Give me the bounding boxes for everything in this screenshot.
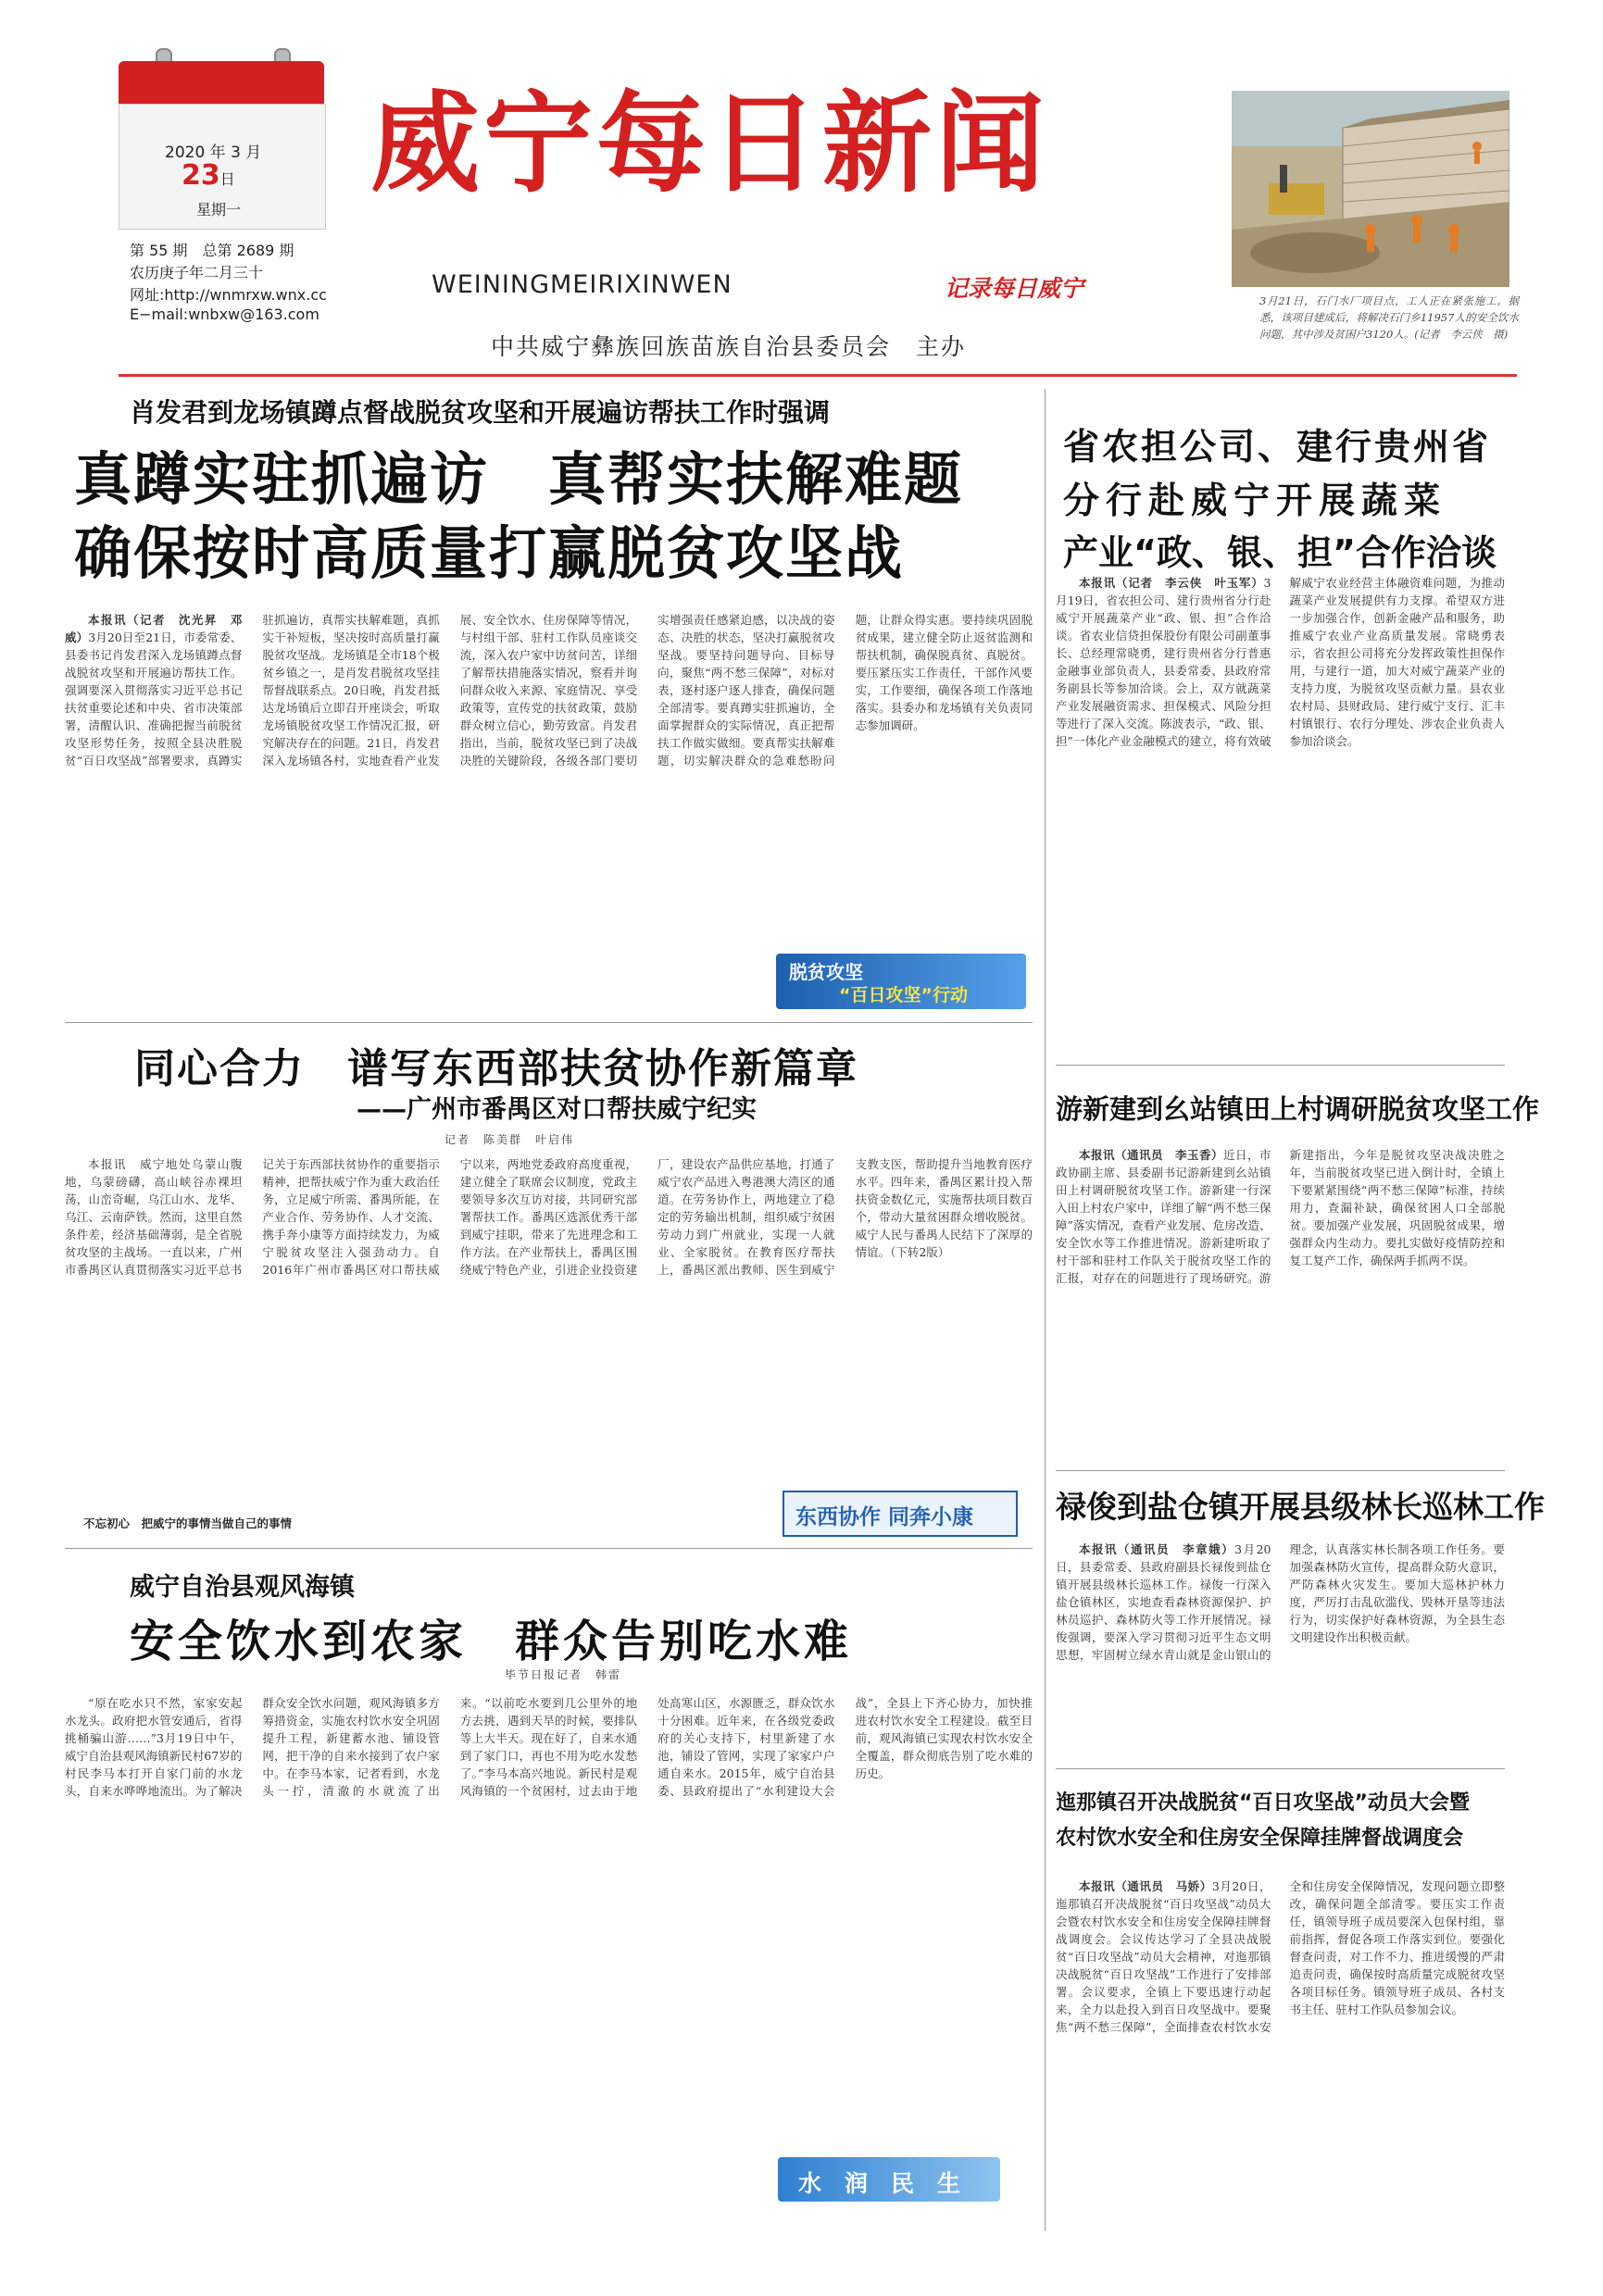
right4-byline: 本报讯（通讯员 马娇） <box>1079 1879 1212 1893</box>
website: 网址:http://wnmrxw.wnx.cc <box>130 286 327 304</box>
newspaper-title: 威宁每日新闻 <box>370 79 1049 207</box>
right2-byline: 本报讯（通讯员 李玉香） <box>1079 1148 1223 1162</box>
lead-body <box>65 611 1033 981</box>
construction-photo <box>1232 91 1509 287</box>
right3-body <box>1056 1541 1505 1772</box>
story3-body-text: “原在吃水只不然，家家安起水龙头。政府把水管安通后，省得挑桶骗山游……”3月19日中午，威宁自治县观风海镇新民村67岁的村民李马本打开自家门前的水龙头，自来水哗哗地流出。为了解决群众安全饮水问题，观风海镇多方筹措资金，实施农村饮水安全巩固提升工程，新建蓄水池、铺设管网，把干净的自来水接到了农户家中。在李马本家，记者看到，水龙头一拧，清澈的水就流了出来。“以前吃水要到几公里外的地方去挑，遇到天旱的时候，要排队等上大半天。现在好了，自来水通到了家门口，再也不用为吃水发愁了。”李马本高兴地说。新民村是观风海镇的一个贫困村，过去由于地处高寒山区，水源匮乏，群众饮水十分困难。近年来，在各级党委政府的关心支持下，村里新建了水池，铺设了管网，实现了家家户户通自来水。2015年，威宁自治县委、县政府提出了“水利建设大会战”，全县上下齐心协力，加快推进农村饮水安全工程建设。截至目前，观风海镇已实现农村饮水安全全覆盖，群众彻底告别了吃水难的历史。 <box>65 1696 1033 1798</box>
lead-body-text: 3月20日至21日，市委常委、县委书记肖发君深入龙场镇蹲点督战脱贫攻坚和开展遍访帮扶工作。强调要深入贯彻落实习近平总书记扶贫重要论述和中央、省市决策部署，清醒认识、准确把握当前脱贫攻坚形势任务，按照全县决胜脱贫“百日攻坚战”部署要求，真蹲实驻抓遍访，真帮实扶解难题，真抓实干补短板，坚决按时高质量打赢脱贫攻坚战。龙场镇是全市18个极贫乡镇之一，是肖发君脱贫攻坚挂帮督战联系点。20日晚，肖发君抵达龙场镇后立即召开座谈会，听取龙场镇脱贫攻坚工作情况汇报，研究解决存在的问题。21日，肖发君深入龙场镇各村，实地查看产业发展、安全饮水、住房保障等情况，与村组干部、驻村工作队员座谈交流，深入农户家中访贫问苦，详细了解帮扶措施落实情况，察看并询问群众收入来源、家庭情况、享受政策等，宣传党的扶贫政策，鼓励群众树立信心，勤劳致富。肖发君指出，当前，脱贫攻坚已到了决战决胜的关键阶段，各级各部门要切实增强责任感紧迫感，以决战的姿态、决胜的状态，坚决打赢脱贫攻坚战。要坚持问题导向、目标导向，聚焦“两不愁三保障”，对标对表，逐村逐户逐人排查，确保问题全部清零。要真蹲实驻抓遍访，全面掌握群众的实际情况，真正把帮扶工作做实做细。要真帮实扶解难题，切实解决群众的急难愁盼问题，让群众得实惠。要持续巩固脱贫成果，建立健全防止返贫监测和帮扶机制，确保脱真贫、真脱贫。要压紧压实工作责任，干部作风要实，工作要细，确保各项工作落地落实。县委办和龙场镇有关负责同志参加调研。 <box>65 613 1033 767</box>
story2-body-text: 本报讯 威宁地处乌蒙山腹地，乌蒙磅礴，高山峡谷赤裸坦荡，山峦奇崛，乌江山水、龙华、乌江、云南萨铁。然而，这里自然条件差，经济基础薄弱，是全省脱贫攻坚的主战场。一直以来，广州市番禺区认真贯彻落实习近平总书记关于东西部扶贫协作的重要指示精神，把帮扶威宁作为重大政治任务，立足威宁所需、番禺所能，在产业合作、劳务协作、人才交流、携手奔小康等方面持续发力，为威宁脱贫攻坚注入强劲动力。自2016年广州市番禺区对口帮扶威宁以来，两地党委政府高度重视，建立健全了联席会议制度，党政主要领导多次互访对接，共同研究部署帮扶工作。番禺区选派优秀干部到威宁挂职，带来了先进理念和工作方法。在产业帮扶上，番禺区围绕威宁特色产业，引进企业投资建厂，建设农产品供应基地，打通了威宁农产品进入粤港澳大湾区的通道。在劳务协作上，两地建立了稳定的劳务输出机制，组织威宁贫困劳动力到广州就业，实现一人就业、全家脱贫。在教育医疗帮扶上，番禺区派出教师、医生到威宁支教支医，帮助提升当地教育医疗水平。四年来，番禺区累计投入帮扶资金数亿元，实施帮扶项目数百个，带动大量贫困群众增收脱贫。威宁人民与番禺人民结下了深厚的情谊。（下转2版） <box>65 1157 1033 1277</box>
right3-bottom-rule <box>1056 1768 1505 1769</box>
right3-byline: 本报讯（通讯员 李章娥） <box>1079 1542 1235 1556</box>
right2-body-text: 近日，市政协副主席、县委副书记游新建到幺站镇田上村调研脱贫攻坚工作。游新建一行深入田上村农户家中，详细了解“两不愁三保障”落实情况，查看产业发展、危房改造、安全饮水等工作推进情况。游新建听取了村干部和驻村工作队关于脱贫攻坚工作的汇报，对存在的问题进行了现场研究。游新建指出，今年是脱贫攻坚决战决胜之年，当前脱贫攻坚已进入倒计时，全镇上下要紧紧围绕“两不愁三保障”标准，持续用力，查漏补缺，确保贫困人口全部脱贫。要加强产业发展，巩固脱贫成果，增强群众内生动力。要扎实做好疫情防控和复工复产工作，确保两手抓两不误。 <box>1056 1148 1505 1285</box>
right4-headline-line2: 农村饮水安全和住房安全保障挂牌督战调度会 <box>1056 1827 1464 1850</box>
calendar-day <box>182 159 235 192</box>
story3-headline: 安全饮水到农家 群众告别吃水难 <box>130 1616 853 1667</box>
right1-byline: 本报讯（记者 李云侠 叶玉军） <box>1079 576 1264 590</box>
masthead-photo <box>1232 91 1509 287</box>
lunar-date: 农历庚子年二月三十 <box>130 264 264 281</box>
right4-headline-line1: 迤那镇召开决战脱贫“百日攻坚战”动员大会暨 <box>1056 1791 1470 1815</box>
lead-bottom-rule <box>65 1022 1033 1023</box>
newspaper-pinyin: WEININGMEIRIXINWEN <box>432 270 733 299</box>
lead-byline: 本报讯（记者 沈光昇 邓威） <box>65 613 243 644</box>
calendar-weekday: 星期一 <box>196 201 242 218</box>
water-badge-text: 水 润 民 生 <box>798 2170 961 2197</box>
calendar-top-bar <box>119 61 324 104</box>
story2-bottom-rule <box>65 1548 1033 1549</box>
story2-byline: 记者 陈美群 叶启伟 <box>445 1133 575 1146</box>
lead-kicker: 肖发君到龙场镇蹲点督战脱贫攻坚和开展遍访帮扶工作时强调 <box>130 397 831 428</box>
calendar-year-month: 2020 年 3 月 <box>165 144 262 162</box>
water-badge <box>778 2157 1000 2202</box>
right2-body <box>1056 1146 1505 1516</box>
right1-bottom-rule <box>1056 1065 1505 1066</box>
badge-title: 脱贫攻坚 <box>789 961 863 983</box>
right-column-divider <box>1045 389 1046 2231</box>
right1-headline-line3: 产业“政、银、担”合作洽谈 <box>1063 532 1497 573</box>
newspaper-slogan: 记录每日威宁 <box>945 275 1084 302</box>
calendar-day-number: 23 <box>182 159 220 192</box>
right4-body-text: 3月20日，迤那镇召开决战脱贫“百日攻坚战”动员大会暨农村饮水安全和住房安全保障挂牌督战调度会。会议传达学习了全县决战脱贫“百日攻坚战”动员大会精神，对迤那镇决战脱贫“百日攻坚战”工作进行了安排部署。会议要求，全镇上下要迅速行动起来，全力以赴投入到百日攻坚战中。要聚焦“两不愁三保障”，全面排查农村饮水安全和住房安全保障情况，发现问题立即整改，确保问题全部清零。要压实工作责任，镇领导班子成员要深入包保村组，靠前指挥，督促各项工作落实到位。要强化督查问责，对工作不力、推进缓慢的严肃追责问责，确保按时高质量完成脱贫攻坚各项目标任务。镇领导班子成员、各村支书主任、驻村工作队员参加会议。 <box>1056 1879 1505 2034</box>
right3-body-text: 3月20日，县委常委、县政府副县长禄俊到盐仓镇开展县级林长巡林工作。禄俊一行深入盐仓镇林区，实地查看森林资源保护、护林员巡护、森林防火等工作开展情况。禄俊强调，要深入学习贯彻习近平生态文明思想，牢固树立绿水青山就是金山银山的理念，认真落实林长制各项工作任务。要加强森林防火宣传，提高群众防火意识，严防森林火灾发生。要加大巡林护林力度，严厉打击乱砍滥伐、毁林开垦等违法行为，切实保护好森林资源，为全县生态文明建设作出积极贡献。 <box>1056 1542 1505 1662</box>
lead-headline-line1: 真蹲实驻抓遍访 真帮实扶解难题 <box>74 445 964 513</box>
east-west-badge-text: 东西协作 同奔小康 <box>795 1505 974 1529</box>
right2-headline: 游新建到幺站镇田上村调研脱贫攻坚工作 <box>1056 1093 1540 1125</box>
issue-number: 第 55 期 总第 2689 期 <box>130 242 294 259</box>
calendar-day-suffix: 日 <box>219 170 235 188</box>
email: E−mail:wnbxw@163.com <box>130 306 319 323</box>
calendar-widget <box>119 48 324 230</box>
story2-subheadline: ——广州市番禺区对口帮扶威宁纪实 <box>357 1095 757 1124</box>
sponsor-line: 中共威宁彝族回族苗族自治县委员会 主办 <box>491 333 967 360</box>
right2-bottom-rule <box>1056 1470 1505 1471</box>
story3-kicker: 威宁自治县观风海镇 <box>130 1573 355 1602</box>
right1-headline-line2: 分行赴威宁开展蔬菜 <box>1063 480 1447 522</box>
masthead-divider <box>119 374 1517 377</box>
lead-headline-line2: 确保按时高质量打赢脱贫攻坚战 <box>74 519 905 587</box>
badge-subtitle: “百日攻坚”行动 <box>839 985 968 1005</box>
right1-body-text: 3月19日，省农担公司、建行贵州省分行赴威宁开展蔬菜产业“政、银、担”合作洽谈。省农业信贷担保股份有限公司副董事长、总经理常晓勇，建行贵州省分行普惠金融事业部负责人，县委常委、县政府常务副县长等参加洽谈。会上，双方就蔬菜产业发展融资需求、担保模式、风险分担等进行了深入交流。陈波表示，“政、银、担”一体化产业金融模式的建立，将有效破解威宁农业经营主体融资难问题，为推动蔬菜产业发展提供有力支撑。希望双方进一步加强合作，创新金融产品和服务，助推威宁农业产业高质量发展。常晓勇表示，省农担公司将充分发挥政策性担保作用，与建行一道，加大对威宁蔬菜产业的支持力度，为脱贫攻坚贡献力量。县农业农村局、县财政局、建行威宁支行、汇丰村镇银行、农行分理处、涉农企业负责人参加洽谈会。 <box>1056 576 1505 748</box>
right1-body <box>1056 574 1505 972</box>
story2-subhead: 不忘初心 把威宁的事情当做自己的事情 <box>83 1516 293 1530</box>
right3-headline: 禄俊到盐仓镇开展县级林长巡林工作 <box>1056 1489 1545 1525</box>
east-west-badge <box>783 1491 1018 1537</box>
photo-caption: 3月21日，石门水厂项目点，工人正在紧张施工。据悉，该项目建成后，将解决石门乡11957人的安全饮水问题，其中涉及贫困户3120人。(记者 李云侠 摄) <box>1259 294 1519 341</box>
right4-body <box>1056 1878 1505 2229</box>
poverty-campaign-badge <box>776 954 1026 1009</box>
right1-headline-line1: 省农担公司、建行贵州省 <box>1063 427 1492 468</box>
story3-body <box>65 1694 1033 2231</box>
story3-byline: 毕节日报记者 韩雷 <box>505 1668 622 1681</box>
story2-body <box>65 1155 1033 1535</box>
story2-headline: 同心合力 谱写东西部扶贫协作新篇章 <box>134 1045 858 1092</box>
